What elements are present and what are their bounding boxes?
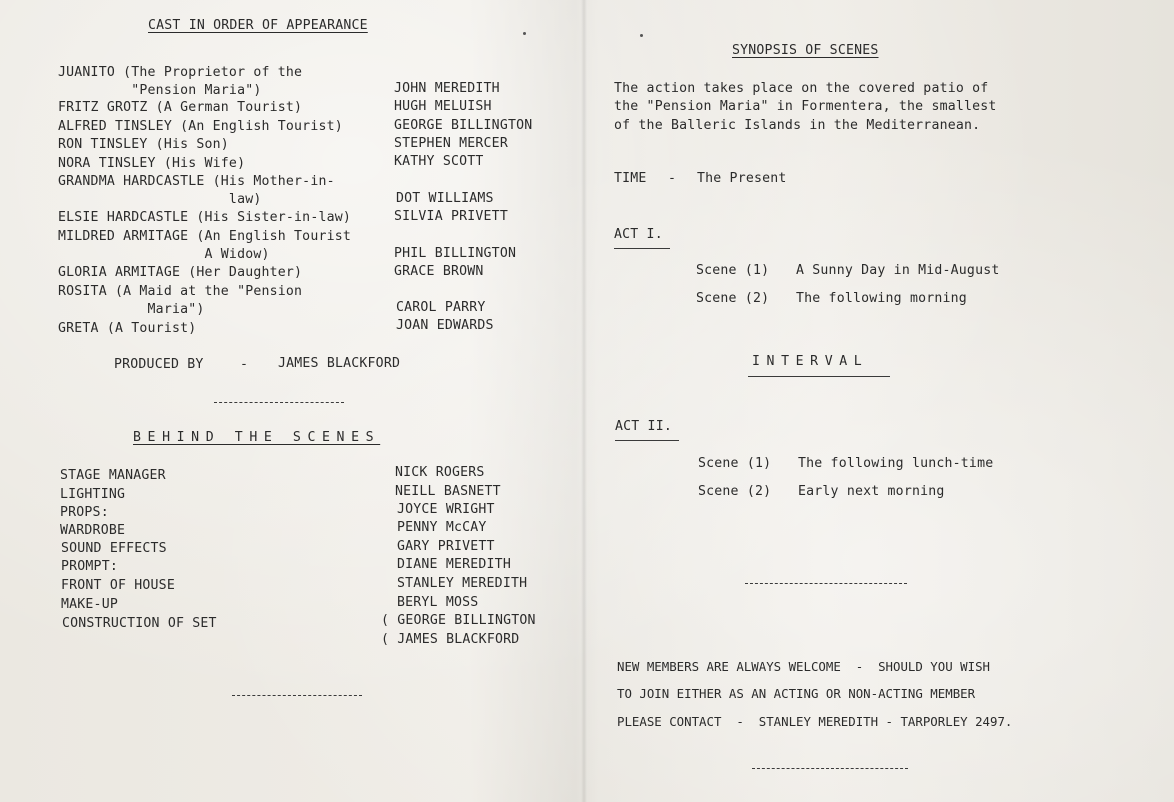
act-2-heading: ACT II.: [615, 419, 672, 434]
behind-the-scenes-heading: BEHIND THE SCENES: [133, 430, 381, 445]
cast-actor: GEORGE BILLINGTON: [394, 118, 533, 133]
center-fold: [581, 0, 587, 802]
cast-role: ROSITA (A Maid at the "Pension Maria"): [58, 284, 303, 318]
cast-role: NORA TINSLEY (His Wife): [58, 156, 246, 171]
scene-description: The following lunch-time: [798, 456, 994, 471]
cast-role: ELSIE HARDCASTLE (His Sister-in-law): [58, 210, 352, 225]
producer-name: JAMES BLACKFORD: [278, 356, 401, 371]
crew-role: LIGHTING: [60, 487, 126, 502]
cast-role: MILDRED ARMITAGE (An English Tourist A Widow): [58, 229, 352, 263]
crew-name: ( GEORGE BILLINGTON: [381, 613, 536, 628]
crew-name: JOYCE WRIGHT: [397, 502, 495, 517]
cast-actor: DOT WILLIAMS: [396, 191, 494, 206]
crew-role: FRONT OF HOUSE: [61, 578, 175, 593]
scene-label: Scene (1): [698, 456, 772, 471]
cast-role: ALFRED TINSLEY (An English Tourist): [58, 119, 343, 134]
time-separator: -: [668, 171, 677, 186]
crew-role: PROMPT:: [61, 559, 118, 574]
crew-name: NICK ROGERS: [395, 465, 485, 480]
act-1-heading: ACT I.: [614, 227, 663, 242]
time-label: TIME: [614, 171, 647, 186]
cast-actor: SILVIA PRIVETT: [394, 209, 508, 224]
time-value: The Present: [697, 171, 787, 186]
crew-name: ( JAMES BLACKFORD: [381, 632, 520, 647]
interval-heading: INTERVAL: [752, 354, 869, 369]
divider: [232, 695, 362, 696]
cast-actor: GRACE BROWN: [394, 264, 484, 279]
cast-actor: KATHY SCOTT: [394, 154, 484, 169]
crew-name: DIANE MEREDITH: [397, 557, 511, 572]
cast-heading: CAST IN ORDER OF APPEARANCE: [148, 18, 368, 33]
divider: [752, 768, 908, 769]
crew-name: BERYL MOSS: [397, 595, 479, 610]
cast-role: RON TINSLEY (His Son): [58, 137, 229, 152]
produced-by-label: PRODUCED BY: [114, 357, 204, 372]
divider: [745, 583, 907, 584]
cast-role: JUANITO (The Proprietor of the "Pension Maria"): [58, 65, 303, 99]
scene-label: Scene (1): [696, 263, 770, 278]
crew-role: SOUND EFFECTS: [61, 541, 167, 556]
membership-line: PLEASE CONTACT - STANLEY MEREDITH - TARPORLEY 2497.: [617, 714, 1013, 729]
action-description: The action takes place on the covered patio of the "Pension Maria" in Formentera, the smallest of the Balleric Islands in the Mediterranean.: [614, 81, 997, 133]
cast-role: GLORIA ARMITAGE (Her Daughter): [58, 265, 303, 280]
scene-label: Scene (2): [698, 484, 772, 499]
scene-description: A Sunny Day in Mid-August: [796, 263, 1000, 278]
cast-role: GRETA (A Tourist): [58, 321, 197, 336]
cast-actor: JOHN MEREDITH: [394, 81, 500, 96]
cast-actor: CAROL PARRY: [396, 300, 486, 315]
act-1-underline: [614, 248, 670, 249]
crew-role: WARDROBE: [60, 523, 126, 538]
cast-actor: JOAN EDWARDS: [396, 318, 494, 333]
scene-label: Scene (2): [696, 291, 770, 306]
ink-speck: [640, 34, 643, 37]
crew-role: CONSTRUCTION OF SET: [62, 616, 217, 631]
cast-actor: HUGH MELUISH: [394, 99, 492, 114]
crew-name: PENNY McCAY: [397, 520, 487, 535]
crew-name: NEILL BASNETT: [395, 484, 501, 499]
crew-name: STANLEY MEREDITH: [397, 576, 528, 591]
cast-role: GRANDMA HARDCASTLE (His Mother-in- law): [58, 174, 335, 208]
produced-by-separator: -: [240, 357, 249, 372]
cast-actor: PHIL BILLINGTON: [394, 246, 517, 261]
synopsis-heading: SYNOPSIS OF SCENES: [732, 43, 879, 58]
crew-role: PROPS:: [60, 505, 109, 520]
membership-line: TO JOIN EITHER AS AN ACTING OR NON-ACTING MEMBER: [617, 686, 976, 701]
scene-description: Early next morning: [798, 484, 945, 499]
crew-name: GARY PRIVETT: [397, 539, 495, 554]
crew-role: MAKE-UP: [61, 597, 118, 612]
crew-role: STAGE MANAGER: [60, 468, 166, 483]
cast-actor: STEPHEN MERCER: [394, 136, 508, 151]
divider: [214, 402, 344, 403]
membership-line: NEW MEMBERS ARE ALWAYS WELCOME - SHOULD YOU WISH: [617, 659, 990, 674]
cast-role: FRITZ GROTZ (A German Tourist): [58, 100, 303, 115]
scene-description: The following morning: [796, 291, 967, 306]
interval-underline: [748, 376, 890, 377]
act-2-underline: [615, 440, 679, 441]
ink-speck: [523, 32, 526, 35]
